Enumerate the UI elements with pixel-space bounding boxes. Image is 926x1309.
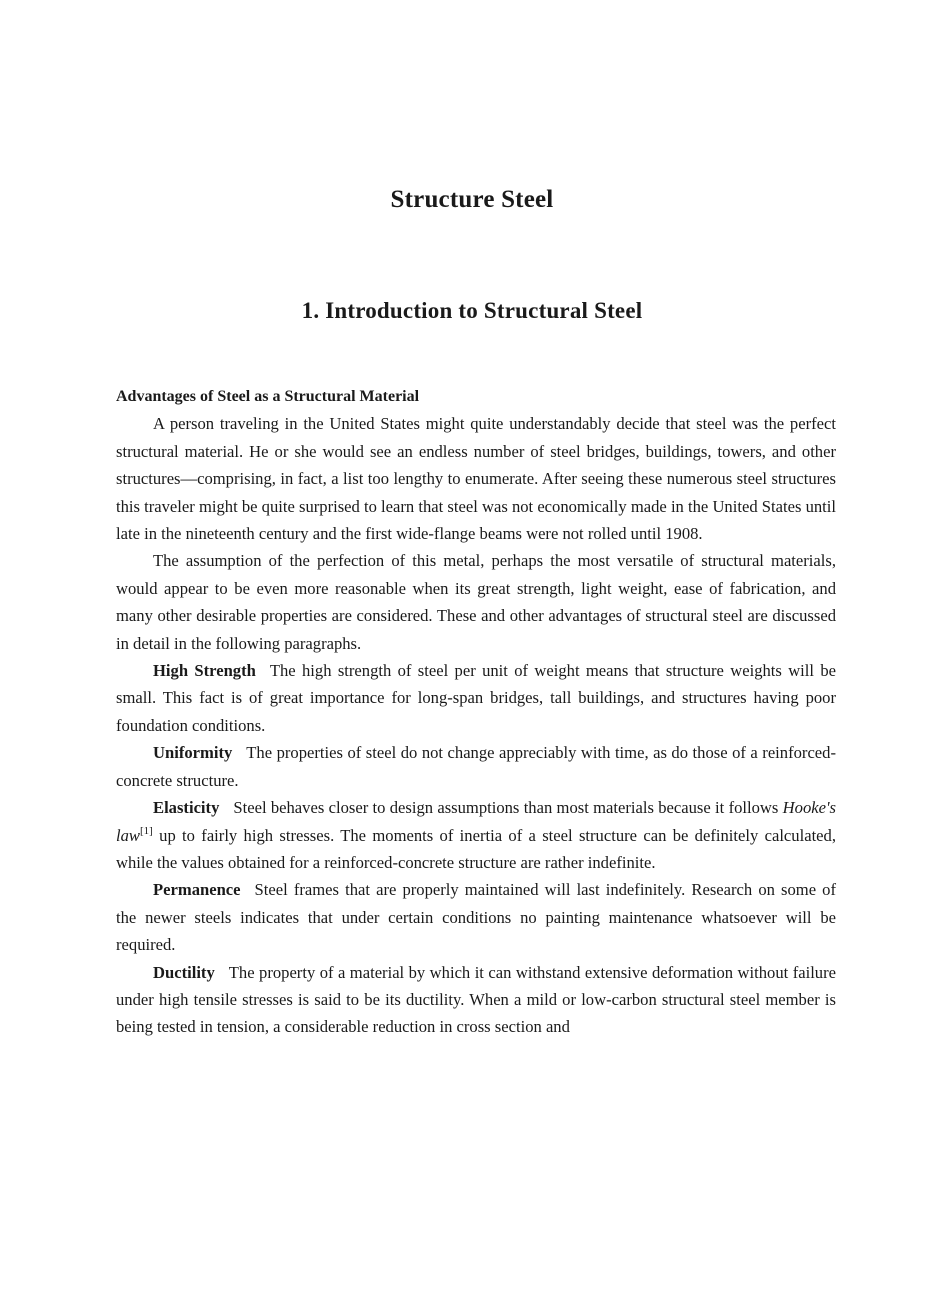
footnote-reference: [1] (139, 824, 153, 837)
uniformity-text: The properties of steel do not change appreciably with time, as do those of a reinforced-concrete structure. (116, 743, 836, 790)
chapter-title: 1. Introduction to Structural Steel (301, 298, 643, 323)
permanence-text: Steel frames that are properly maintained will last indefinitely. Research on some of the newer steels indicates that under certain conditions no painting maintenance whatsoever will be required. (116, 880, 836, 955)
uniformity-term: Uniformity (153, 743, 233, 763)
main-title: Structure Steel (390, 186, 554, 213)
high-strength-paragraph (116, 657, 836, 739)
body-content (116, 383, 836, 1041)
high-strength-term: High Strength (153, 661, 256, 681)
hookes-law-term: Hooke's law (116, 798, 836, 845)
intro-paragraph-2: The assumption of the perfection of this metal, perhaps the most versatile of structural materials, would appear to be even more reasonable when its great strength, light weight, ease of fabrication, and many other desirable properties are considered. These and other advantages of structural steel are discussed in detail in the following paragraphs. (116, 551, 836, 653)
permanence-term: Permanence (153, 880, 241, 900)
elasticity-term: Elasticity (153, 798, 220, 818)
elasticity-text-after: up to fairly high stresses. The moments of inertia of a steel structure can be definitely calculated, while the values obtained for a reinforced-concrete structure are rather indefinite. (116, 825, 836, 872)
elasticity-text-before: Steel behaves closer to design assumptions than most materials because it follows (233, 798, 779, 818)
permanence-paragraph (116, 876, 836, 958)
high-strength-text: The high strength of steel per unit of weight means that structure weights will be small. This fact is of great importance for long-span bridges, tall buildings, and structures having poor foundation conditions. (116, 661, 837, 735)
ductility-term: Ductility (153, 962, 215, 982)
intro-paragraph-1: A person traveling in the United States might quite understandably decide that steel was the perfect structural material. He or she would see an endless number of steel bridges, buildings, towers, and other structures—comprising, in fact, a list too lengthy to enumerate. After seeing these numerous steel structures this traveler might be quite surprised to learn that steel was not economically made in the United States until late in the nineteenth century and the first wide-flange beams were not rolled until 1908. (116, 414, 836, 544)
ductility-paragraph (116, 959, 836, 1041)
elasticity-paragraph (116, 794, 836, 876)
uniformity-paragraph (116, 739, 836, 794)
ductility-text: The property of a material by which it can withstand extensive deformation without failure under high tensile stresses is said to be its ductility. When a mild or low-carbon structural steel member is being tested in tension, a considerable reduction in cross section and (116, 962, 836, 1037)
section-heading: Advantages of Steel as a Structural Material (116, 388, 420, 405)
